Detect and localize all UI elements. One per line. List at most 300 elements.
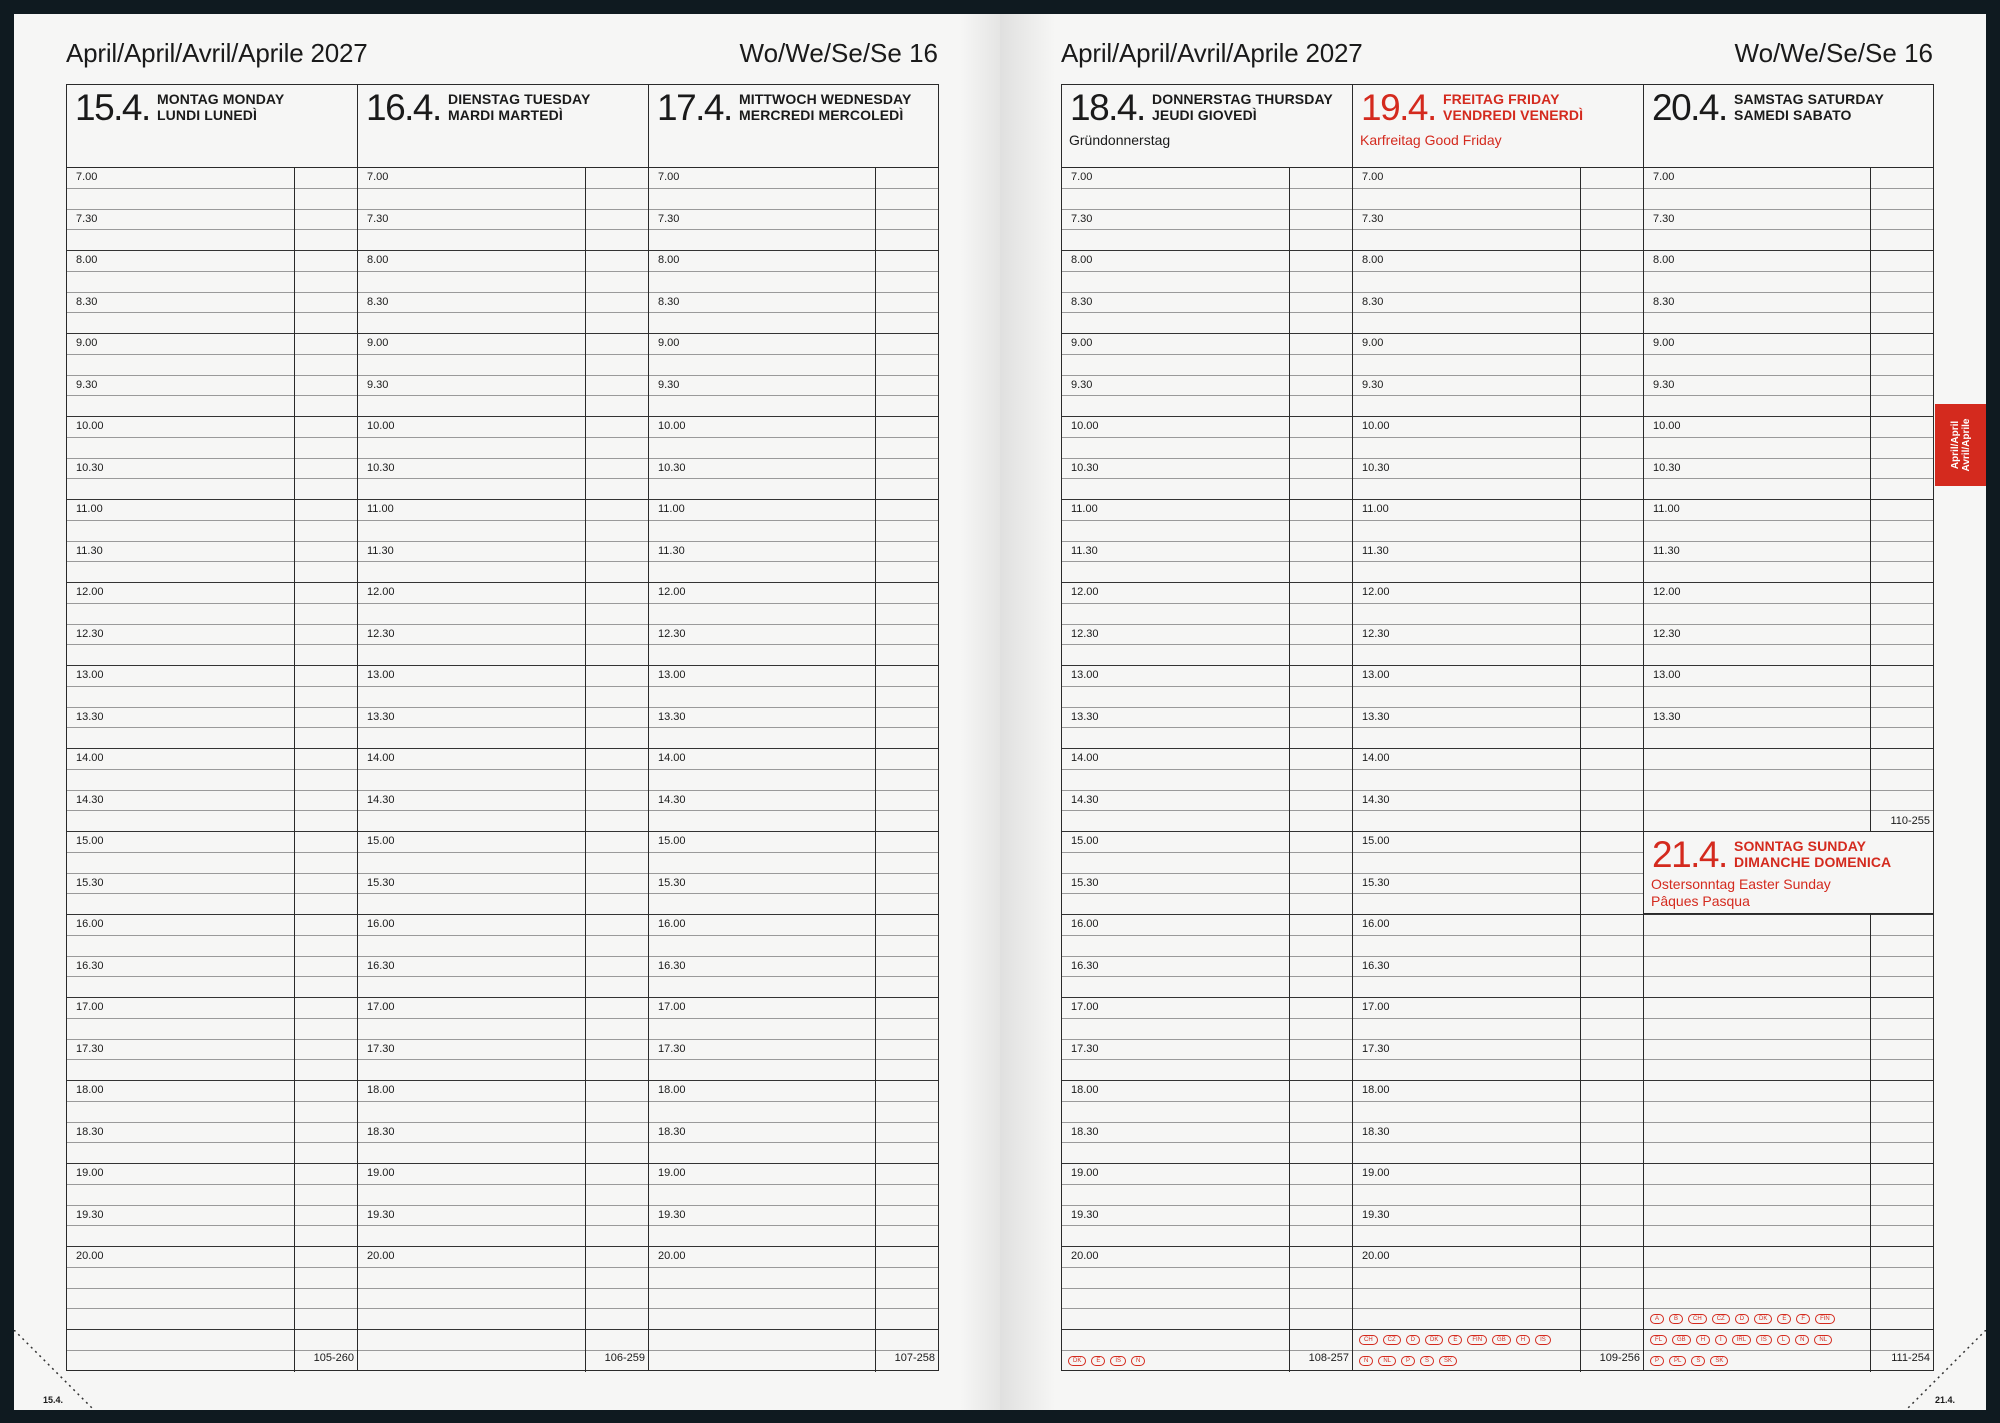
time-slot-row[interactable] bbox=[1062, 168, 1352, 189]
time-slot-row[interactable] bbox=[358, 1247, 648, 1268]
time-slot-row[interactable] bbox=[67, 562, 357, 583]
time-slot-row[interactable] bbox=[1644, 1247, 1933, 1268]
time-slot-row[interactable] bbox=[1353, 998, 1643, 1019]
time-slot-row[interactable] bbox=[1644, 189, 1933, 210]
time-slot-row[interactable] bbox=[1062, 915, 1352, 936]
time-slot-row[interactable] bbox=[358, 708, 648, 729]
time-slot-row[interactable] bbox=[67, 542, 357, 563]
time-slot-row[interactable] bbox=[1062, 1143, 1352, 1164]
time-slot-row[interactable] bbox=[358, 479, 648, 500]
time-slot-row[interactable] bbox=[1062, 770, 1352, 791]
time-slot-row[interactable] bbox=[67, 625, 357, 646]
time-slot-row[interactable] bbox=[649, 1247, 938, 1268]
time-slot-row[interactable] bbox=[1644, 1102, 1933, 1123]
time-slot-row[interactable] bbox=[67, 957, 357, 978]
time-slot-row[interactable] bbox=[67, 998, 357, 1019]
time-slot-row[interactable] bbox=[1062, 1330, 1352, 1351]
time-slot-row[interactable] bbox=[1062, 687, 1352, 708]
time-slot-row[interactable] bbox=[1062, 998, 1352, 1019]
time-slot-row[interactable] bbox=[67, 1164, 357, 1185]
time-slot-row[interactable] bbox=[1353, 272, 1643, 293]
time-slot-row[interactable] bbox=[358, 874, 648, 895]
time-slot-row[interactable] bbox=[649, 853, 938, 874]
time-slot-row[interactable] bbox=[649, 438, 938, 459]
time-slot-row[interactable] bbox=[1353, 189, 1643, 210]
time-slot-row[interactable] bbox=[1353, 915, 1643, 936]
time-slot-row[interactable] bbox=[649, 230, 938, 251]
time-slot-row[interactable] bbox=[1353, 1123, 1643, 1144]
time-slot-row[interactable] bbox=[649, 396, 938, 417]
time-slot-row[interactable] bbox=[358, 313, 648, 334]
time-slot-row[interactable] bbox=[358, 1185, 648, 1206]
time-slot-row[interactable] bbox=[1062, 355, 1352, 376]
time-slot-row[interactable] bbox=[1062, 749, 1352, 770]
time-slot-row[interactable] bbox=[1644, 1226, 1933, 1247]
time-slot-row[interactable] bbox=[1062, 957, 1352, 978]
time-slot-row[interactable] bbox=[1353, 583, 1643, 604]
time-slot-row[interactable] bbox=[649, 1102, 938, 1123]
time-slot-row[interactable] bbox=[358, 1309, 648, 1330]
time-slot-row[interactable] bbox=[649, 1185, 938, 1206]
time-slot-row[interactable] bbox=[1644, 666, 1933, 687]
time-slot-row[interactable] bbox=[1644, 604, 1933, 625]
time-slot-row[interactable] bbox=[1353, 438, 1643, 459]
time-slot-row[interactable] bbox=[1644, 1185, 1933, 1206]
time-slot-row[interactable] bbox=[1062, 189, 1352, 210]
time-slot-row[interactable] bbox=[67, 832, 357, 853]
time-slot-row[interactable] bbox=[1353, 666, 1643, 687]
time-slot-row[interactable] bbox=[649, 500, 938, 521]
time-slot-row[interactable] bbox=[1353, 811, 1643, 832]
time-slot-row[interactable] bbox=[649, 749, 938, 770]
time-slot-row[interactable] bbox=[1353, 376, 1643, 397]
time-slot-row[interactable] bbox=[1644, 1289, 1933, 1310]
time-slot-row[interactable] bbox=[1644, 210, 1933, 231]
time-slot-row[interactable] bbox=[1353, 957, 1643, 978]
time-slot-row[interactable] bbox=[67, 251, 357, 272]
time-slot-row[interactable] bbox=[649, 998, 938, 1019]
time-slot-row[interactable] bbox=[1353, 874, 1643, 895]
time-slot-row[interactable] bbox=[1353, 894, 1643, 915]
time-slot-row[interactable] bbox=[1062, 230, 1352, 251]
time-slot-row[interactable] bbox=[358, 272, 648, 293]
time-slot-row[interactable] bbox=[358, 459, 648, 480]
time-slot-row[interactable] bbox=[1644, 251, 1933, 272]
time-slot-row[interactable] bbox=[1062, 625, 1352, 646]
time-slot-row[interactable] bbox=[649, 977, 938, 998]
time-slot-row[interactable] bbox=[1062, 1102, 1352, 1123]
time-slot-row[interactable] bbox=[649, 1289, 938, 1310]
time-slot-row[interactable] bbox=[358, 957, 648, 978]
time-slot-row[interactable] bbox=[67, 583, 357, 604]
time-slot-row[interactable] bbox=[649, 293, 938, 314]
time-slot-row[interactable] bbox=[1353, 853, 1643, 874]
time-slot-row[interactable] bbox=[1644, 728, 1933, 749]
time-slot-row[interactable] bbox=[1062, 438, 1352, 459]
time-slot-row[interactable] bbox=[1062, 272, 1352, 293]
time-slot-row[interactable] bbox=[1644, 355, 1933, 376]
time-slot-row[interactable] bbox=[1644, 293, 1933, 314]
time-slot-row[interactable] bbox=[1062, 334, 1352, 355]
time-slot-row[interactable] bbox=[1353, 396, 1643, 417]
time-slot-row[interactable] bbox=[358, 168, 648, 189]
time-slot-row[interactable] bbox=[358, 1289, 648, 1310]
time-slot-row[interactable] bbox=[358, 666, 648, 687]
time-slot-row[interactable] bbox=[1644, 749, 1933, 770]
time-slot-row[interactable] bbox=[649, 168, 938, 189]
time-slot-row[interactable] bbox=[649, 894, 938, 915]
time-slot-row[interactable] bbox=[1644, 376, 1933, 397]
time-slot-row[interactable] bbox=[649, 645, 938, 666]
time-slot-row[interactable] bbox=[358, 687, 648, 708]
time-slot-row[interactable] bbox=[358, 1123, 648, 1144]
time-slot-row[interactable] bbox=[1062, 1040, 1352, 1061]
time-slot-row[interactable] bbox=[67, 728, 357, 749]
time-slot-row[interactable] bbox=[1644, 645, 1933, 666]
time-slot-row[interactable] bbox=[1644, 957, 1933, 978]
time-slot-row[interactable] bbox=[1062, 500, 1352, 521]
time-slot-row[interactable] bbox=[1353, 251, 1643, 272]
time-slot-row[interactable] bbox=[67, 915, 357, 936]
time-slot-row[interactable] bbox=[358, 645, 648, 666]
time-slot-row[interactable] bbox=[358, 770, 648, 791]
time-slot-row[interactable] bbox=[67, 1185, 357, 1206]
time-slot-row[interactable] bbox=[649, 874, 938, 895]
time-slot-row[interactable] bbox=[1644, 168, 1933, 189]
time-slot-row[interactable] bbox=[1353, 728, 1643, 749]
time-slot-row[interactable] bbox=[1644, 770, 1933, 791]
time-slot-row[interactable] bbox=[649, 708, 938, 729]
time-slot-row[interactable] bbox=[649, 811, 938, 832]
time-slot-row[interactable] bbox=[67, 874, 357, 895]
time-slot-row[interactable] bbox=[1353, 1164, 1643, 1185]
time-slot-row[interactable] bbox=[649, 334, 938, 355]
time-slot-row[interactable] bbox=[649, 1123, 938, 1144]
time-slot-row[interactable] bbox=[358, 811, 648, 832]
time-slot-row[interactable] bbox=[649, 687, 938, 708]
time-slot-row[interactable] bbox=[67, 1226, 357, 1247]
time-slot-row[interactable] bbox=[67, 977, 357, 998]
time-slot-row[interactable] bbox=[67, 210, 357, 231]
time-slot-row[interactable] bbox=[67, 479, 357, 500]
time-slot-row[interactable] bbox=[1062, 583, 1352, 604]
time-slot-row[interactable] bbox=[358, 1226, 648, 1247]
time-slot-row[interactable] bbox=[1353, 1309, 1643, 1330]
time-slot-row[interactable] bbox=[358, 396, 648, 417]
time-slot-row[interactable] bbox=[649, 728, 938, 749]
time-slot-row[interactable] bbox=[358, 583, 648, 604]
time-slot-row[interactable] bbox=[1062, 874, 1352, 895]
time-slot-row[interactable] bbox=[358, 625, 648, 646]
time-slot-row[interactable] bbox=[358, 417, 648, 438]
time-slot-row[interactable] bbox=[358, 1102, 648, 1123]
time-slot-row[interactable] bbox=[1644, 708, 1933, 729]
time-slot-row[interactable] bbox=[67, 853, 357, 874]
time-slot-row[interactable] bbox=[1062, 251, 1352, 272]
time-slot-row[interactable] bbox=[1062, 1206, 1352, 1227]
time-slot-row[interactable] bbox=[1062, 376, 1352, 397]
time-slot-row[interactable] bbox=[1353, 1143, 1643, 1164]
time-slot-row[interactable] bbox=[358, 251, 648, 272]
time-slot-row[interactable] bbox=[1062, 293, 1352, 314]
time-slot-row[interactable] bbox=[1644, 334, 1933, 355]
time-slot-row[interactable] bbox=[1062, 811, 1352, 832]
time-slot-row[interactable] bbox=[67, 1019, 357, 1040]
time-slot-row[interactable] bbox=[1062, 1081, 1352, 1102]
time-slot-row[interactable] bbox=[1644, 625, 1933, 646]
time-slot-row[interactable] bbox=[1644, 1123, 1933, 1144]
time-slot-row[interactable] bbox=[649, 272, 938, 293]
time-slot-row[interactable] bbox=[1353, 168, 1643, 189]
time-slot-row[interactable] bbox=[1644, 1206, 1933, 1227]
time-slot-row[interactable] bbox=[1062, 1289, 1352, 1310]
time-slot-row[interactable] bbox=[1644, 1060, 1933, 1081]
time-slot-row[interactable] bbox=[1353, 1289, 1643, 1310]
time-slot-row[interactable] bbox=[358, 1081, 648, 1102]
time-slot-row[interactable] bbox=[358, 728, 648, 749]
time-slot-row[interactable] bbox=[358, 562, 648, 583]
time-slot-row[interactable] bbox=[67, 1102, 357, 1123]
time-slot-row[interactable] bbox=[358, 438, 648, 459]
time-slot-row[interactable] bbox=[67, 749, 357, 770]
time-slot-row[interactable] bbox=[649, 479, 938, 500]
time-slot-row[interactable] bbox=[1062, 459, 1352, 480]
time-slot-row[interactable] bbox=[1644, 313, 1933, 334]
time-slot-row[interactable] bbox=[1353, 293, 1643, 314]
time-slot-row[interactable] bbox=[358, 894, 648, 915]
time-slot-row[interactable] bbox=[649, 604, 938, 625]
time-slot-row[interactable] bbox=[358, 1268, 648, 1289]
time-slot-row[interactable] bbox=[358, 1206, 648, 1227]
time-slot-row[interactable] bbox=[358, 542, 648, 563]
time-slot-row[interactable] bbox=[1353, 625, 1643, 646]
time-slot-row[interactable] bbox=[1353, 1060, 1643, 1081]
time-slot-row[interactable] bbox=[358, 521, 648, 542]
time-slot-row[interactable] bbox=[1062, 542, 1352, 563]
time-slot-row[interactable] bbox=[649, 542, 938, 563]
time-slot-row[interactable] bbox=[649, 189, 938, 210]
time-slot-row[interactable] bbox=[1062, 562, 1352, 583]
time-slot-row[interactable] bbox=[67, 417, 357, 438]
time-slot-row[interactable] bbox=[1644, 915, 1933, 936]
time-slot-row[interactable] bbox=[1644, 542, 1933, 563]
time-slot-row[interactable] bbox=[1062, 1164, 1352, 1185]
time-slot-row[interactable] bbox=[1353, 1019, 1643, 1040]
time-slot-row[interactable] bbox=[1353, 1268, 1643, 1289]
time-slot-row[interactable] bbox=[649, 1330, 938, 1351]
time-slot-row[interactable] bbox=[649, 666, 938, 687]
time-slot-row[interactable] bbox=[1644, 1164, 1933, 1185]
time-slot-row[interactable] bbox=[358, 1040, 648, 1061]
time-slot-row[interactable] bbox=[358, 853, 648, 874]
time-slot-row[interactable] bbox=[1353, 708, 1643, 729]
time-slot-row[interactable] bbox=[358, 500, 648, 521]
time-slot-row[interactable] bbox=[67, 1247, 357, 1268]
time-slot-row[interactable] bbox=[1353, 1247, 1643, 1268]
time-slot-row[interactable] bbox=[67, 791, 357, 812]
time-slot-row[interactable] bbox=[1062, 1226, 1352, 1247]
time-slot-row[interactable] bbox=[1062, 210, 1352, 231]
time-slot-row[interactable] bbox=[358, 977, 648, 998]
time-slot-row[interactable] bbox=[1644, 272, 1933, 293]
time-slot-row[interactable] bbox=[1644, 1081, 1933, 1102]
time-slot-row[interactable] bbox=[649, 957, 938, 978]
time-slot-row[interactable] bbox=[67, 936, 357, 957]
time-slot-row[interactable] bbox=[1062, 666, 1352, 687]
time-slot-row[interactable] bbox=[1062, 396, 1352, 417]
time-slot-row[interactable] bbox=[1062, 708, 1352, 729]
time-slot-row[interactable] bbox=[67, 1040, 357, 1061]
time-slot-row[interactable] bbox=[649, 1060, 938, 1081]
time-slot-row[interactable] bbox=[67, 1060, 357, 1081]
time-slot-row[interactable] bbox=[1353, 500, 1643, 521]
time-slot-row[interactable] bbox=[67, 355, 357, 376]
time-slot-row[interactable] bbox=[67, 500, 357, 521]
time-slot-row[interactable] bbox=[67, 168, 357, 189]
time-slot-row[interactable] bbox=[67, 334, 357, 355]
time-slot-row[interactable] bbox=[1353, 334, 1643, 355]
time-slot-row[interactable] bbox=[358, 1019, 648, 1040]
time-slot-row[interactable] bbox=[649, 417, 938, 438]
time-slot-row[interactable] bbox=[1353, 1226, 1643, 1247]
time-slot-row[interactable] bbox=[649, 936, 938, 957]
time-slot-row[interactable] bbox=[1062, 1185, 1352, 1206]
time-slot-row[interactable] bbox=[1644, 521, 1933, 542]
time-slot-row[interactable] bbox=[1644, 562, 1933, 583]
time-slot-row[interactable] bbox=[1353, 562, 1643, 583]
time-slot-row[interactable] bbox=[67, 521, 357, 542]
time-slot-row[interactable] bbox=[358, 998, 648, 1019]
time-slot-row[interactable] bbox=[1353, 687, 1643, 708]
time-slot-row[interactable] bbox=[649, 521, 938, 542]
time-slot-row[interactable] bbox=[1644, 417, 1933, 438]
time-slot-row[interactable] bbox=[1644, 1040, 1933, 1061]
time-slot-row[interactable] bbox=[67, 396, 357, 417]
time-slot-row[interactable] bbox=[358, 1143, 648, 1164]
time-slot-row[interactable] bbox=[358, 230, 648, 251]
time-slot-row[interactable] bbox=[649, 583, 938, 604]
time-slot-row[interactable] bbox=[649, 915, 938, 936]
time-slot-row[interactable] bbox=[358, 936, 648, 957]
time-slot-row[interactable] bbox=[1062, 1268, 1352, 1289]
time-slot-row[interactable] bbox=[67, 1330, 357, 1351]
time-slot-row[interactable] bbox=[1353, 604, 1643, 625]
time-slot-row[interactable] bbox=[1644, 936, 1933, 957]
time-slot-row[interactable] bbox=[649, 1081, 938, 1102]
time-slot-row[interactable] bbox=[1644, 998, 1933, 1019]
time-slot-row[interactable] bbox=[1353, 417, 1643, 438]
time-slot-row[interactable] bbox=[649, 251, 938, 272]
time-slot-row[interactable] bbox=[1062, 894, 1352, 915]
time-slot-row[interactable] bbox=[1353, 230, 1643, 251]
time-slot-row[interactable] bbox=[358, 915, 648, 936]
time-slot-row[interactable] bbox=[358, 293, 648, 314]
time-slot-row[interactable] bbox=[1644, 977, 1933, 998]
time-slot-row[interactable] bbox=[1644, 438, 1933, 459]
time-slot-row[interactable] bbox=[1644, 1019, 1933, 1040]
time-slot-row[interactable] bbox=[1644, 583, 1933, 604]
time-slot-row[interactable] bbox=[649, 459, 938, 480]
time-slot-row[interactable] bbox=[358, 334, 648, 355]
time-slot-row[interactable] bbox=[1644, 459, 1933, 480]
time-slot-row[interactable] bbox=[67, 1206, 357, 1227]
time-slot-row[interactable] bbox=[649, 1268, 938, 1289]
time-slot-row[interactable] bbox=[1062, 417, 1352, 438]
time-slot-row[interactable] bbox=[1644, 1143, 1933, 1164]
time-slot-row[interactable] bbox=[67, 687, 357, 708]
time-slot-row[interactable] bbox=[649, 562, 938, 583]
time-slot-row[interactable] bbox=[649, 210, 938, 231]
time-slot-row[interactable] bbox=[1062, 1060, 1352, 1081]
time-slot-row[interactable] bbox=[1644, 479, 1933, 500]
time-slot-row[interactable] bbox=[649, 791, 938, 812]
time-slot-row[interactable] bbox=[1062, 977, 1352, 998]
time-slot-row[interactable] bbox=[649, 1143, 938, 1164]
time-slot-row[interactable] bbox=[67, 438, 357, 459]
time-slot-row[interactable] bbox=[1644, 687, 1933, 708]
time-slot-row[interactable] bbox=[1062, 1019, 1352, 1040]
time-slot-row[interactable] bbox=[67, 313, 357, 334]
time-slot-row[interactable] bbox=[358, 791, 648, 812]
time-slot-row[interactable] bbox=[358, 210, 648, 231]
time-slot-row[interactable] bbox=[649, 1164, 938, 1185]
time-slot-row[interactable] bbox=[358, 189, 648, 210]
time-slot-row[interactable] bbox=[1062, 791, 1352, 812]
time-slot-row[interactable] bbox=[67, 272, 357, 293]
time-slot-row[interactable] bbox=[1062, 1309, 1352, 1330]
time-slot-row[interactable] bbox=[1353, 1102, 1643, 1123]
time-slot-row[interactable] bbox=[1353, 313, 1643, 334]
time-slot-row[interactable] bbox=[358, 832, 648, 853]
time-slot-row[interactable] bbox=[67, 1268, 357, 1289]
time-slot-row[interactable] bbox=[1353, 479, 1643, 500]
time-slot-row[interactable] bbox=[358, 604, 648, 625]
time-slot-row[interactable] bbox=[67, 459, 357, 480]
time-slot-row[interactable] bbox=[67, 1289, 357, 1310]
time-slot-row[interactable] bbox=[67, 189, 357, 210]
time-slot-row[interactable] bbox=[67, 811, 357, 832]
time-slot-row[interactable] bbox=[67, 666, 357, 687]
time-slot-row[interactable] bbox=[1062, 521, 1352, 542]
time-slot-row[interactable] bbox=[1062, 853, 1352, 874]
time-slot-row[interactable] bbox=[1062, 1247, 1352, 1268]
time-slot-row[interactable] bbox=[1644, 1268, 1933, 1289]
time-slot-row[interactable] bbox=[1062, 604, 1352, 625]
time-slot-row[interactable] bbox=[1353, 832, 1643, 853]
time-slot-row[interactable] bbox=[649, 355, 938, 376]
time-slot-row[interactable] bbox=[1353, 770, 1643, 791]
time-slot-row[interactable] bbox=[649, 1206, 938, 1227]
time-slot-row[interactable] bbox=[358, 355, 648, 376]
time-slot-row[interactable] bbox=[1062, 1123, 1352, 1144]
time-slot-row[interactable] bbox=[1353, 542, 1643, 563]
time-slot-row[interactable] bbox=[1644, 791, 1933, 812]
time-slot-row[interactable] bbox=[649, 770, 938, 791]
time-slot-row[interactable] bbox=[1062, 479, 1352, 500]
time-slot-row[interactable] bbox=[67, 770, 357, 791]
time-slot-row[interactable] bbox=[358, 1164, 648, 1185]
time-slot-row[interactable] bbox=[1644, 396, 1933, 417]
time-slot-row[interactable] bbox=[649, 313, 938, 334]
time-slot-row[interactable] bbox=[1353, 459, 1643, 480]
time-slot-row[interactable] bbox=[1062, 936, 1352, 957]
time-slot-row[interactable] bbox=[1353, 1206, 1643, 1227]
time-slot-row[interactable] bbox=[649, 832, 938, 853]
time-slot-row[interactable] bbox=[1062, 832, 1352, 853]
time-slot-row[interactable] bbox=[1353, 977, 1643, 998]
time-slot-row[interactable] bbox=[67, 645, 357, 666]
time-slot-row[interactable] bbox=[649, 1040, 938, 1061]
